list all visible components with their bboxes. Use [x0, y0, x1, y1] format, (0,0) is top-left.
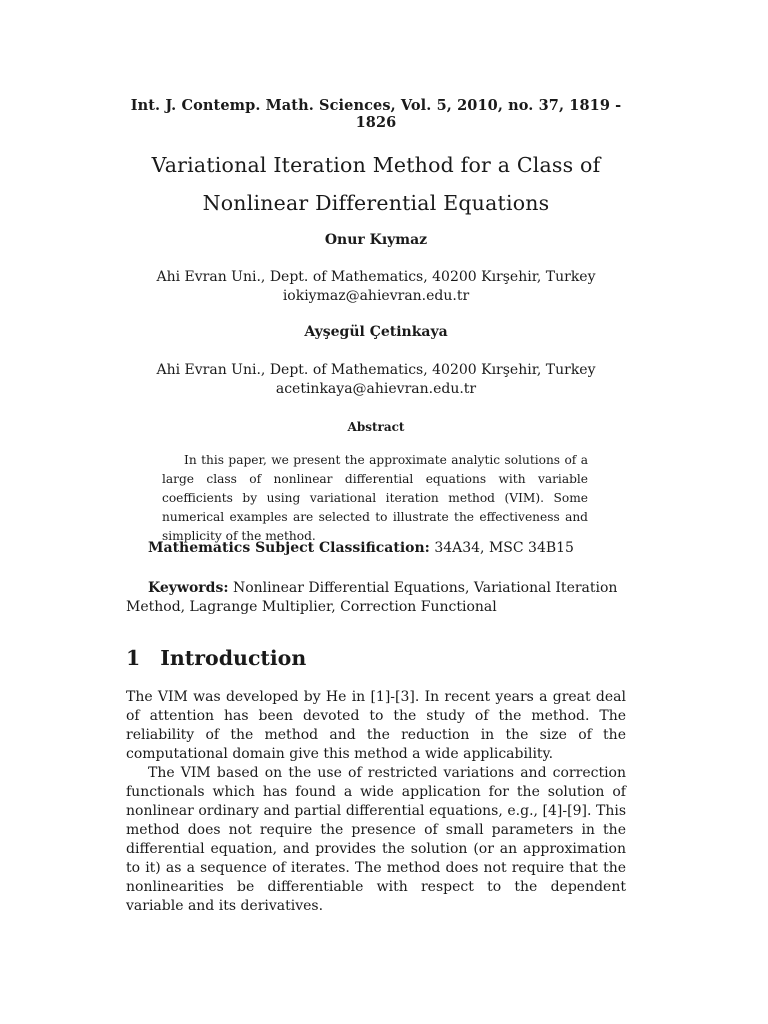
author-2-affiliation: Ahi Evran Uni., Dept. of Mathematics, 40200 Kırşehir, Turkey [156, 362, 596, 378]
author-1-name: Onur Kıymaz [324, 232, 428, 248]
abstract-heading: Abstract [347, 420, 405, 434]
section-title: Introduction [160, 646, 307, 670]
paragraph-1: The VIM was developed by He in [1]-[3]. In recent years a great deal of attention has been devoted to the study of the method. The reliability of the method and the reduction in the size of the computational domain give this method a wide applicability. [126, 689, 626, 762]
author-2-email: acetinkaya@ahievran.edu.tr [275, 381, 477, 397]
section-heading [126, 646, 626, 670]
keywords-value: Nonlinear Differential Equations, Variational Iteration Method, Lagrange Multiplier, Correction Functional [126, 580, 618, 615]
author-1-affiliation-block [126, 268, 626, 306]
paragraph-2: The VIM based on the use of restricted variations and correction functionals which has found a wide application for the solution of nonlinear ordinary and partial differential equations, e.g., [4]-[9]. This method does not require the presence of small parameters in the differential equation, and provides the solution (or an approximation to it) as a sequence of iterates. The method does not require that the nonlinearities be differentiable with respect to the dependent variable and its derivatives. [126, 765, 626, 914]
paper-title [126, 146, 626, 222]
msc-value: 34A34, MSC 34B15 [434, 540, 574, 556]
msc-line [148, 540, 626, 556]
title-line-1: Variational Iteration Method for a Class of [151, 153, 601, 177]
keywords-label: Keywords: [148, 580, 229, 596]
section-body [126, 688, 626, 916]
abstract-text: In this paper, we present the approximate analytic solutions of a large class of nonlinear differential equations with variable coefficients by using variational iteration method (VIM). Some numerical examples are selected to illustrate the effectiveness and simplicity of the method. [162, 453, 588, 543]
author-1-affiliation: Ahi Evran Uni., Dept. of Mathematics, 40200 Kırşehir, Turkey [156, 269, 596, 285]
keywords-line [126, 579, 626, 617]
author-2-affiliation-block [126, 361, 626, 399]
msc-label: Mathematics Subject Classification: [148, 540, 430, 556]
title-line-2: Nonlinear Differential Equations [202, 191, 550, 215]
section-number: 1 [126, 646, 141, 670]
journal-header: Int. J. Contemp. Math. Sciences, Vol. 5, 2010, no. 37, 1819 - 1826 [130, 97, 622, 131]
author-1-email: iokiymaz@ahievran.edu.tr [282, 288, 470, 304]
author-2-name: Ayşegül Çetinkaya [304, 324, 448, 340]
